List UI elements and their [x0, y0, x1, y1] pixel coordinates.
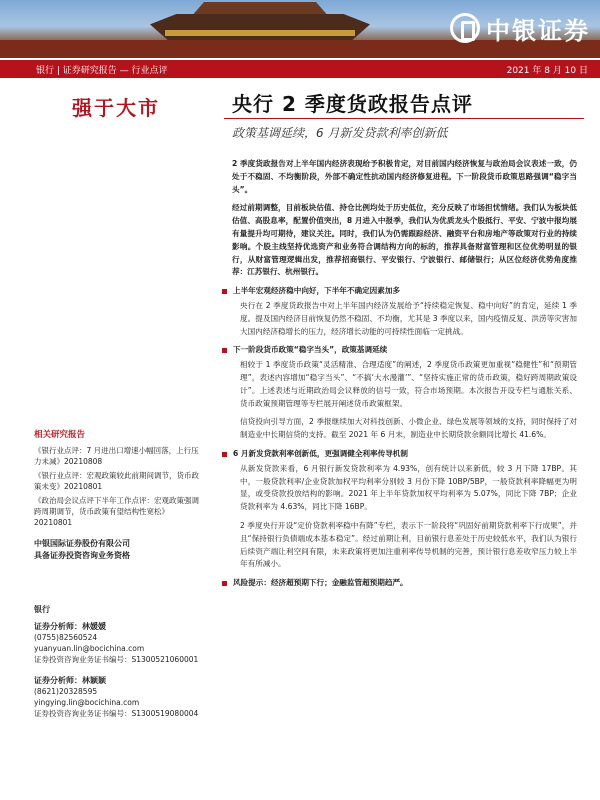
report-body	[232, 158, 577, 592]
bullet-square-icon	[222, 452, 227, 457]
industry-rating: 强于大市	[72, 96, 160, 120]
bullet-square-icon	[222, 289, 227, 294]
analyst-phone: (8621)20328595	[34, 687, 98, 696]
body-paragraph: 央行在 2 季度货政报告中对上半年国内经济发展给予“持续稳定恢复、稳中向好”的肯定，延续 1 季度。提及国内经济目前恢复仍然不稳固、不均衡，尤其是 3 季度以来，国内疫情反复、洪涝等灾害加大国内经济稳增长的压力，经济增长动能的可持续性面临一定挑战。	[240, 300, 577, 336]
related-report-item: 《银行业点评：7 月进出口增速小幅回落，上行压力未减》20210808	[34, 446, 199, 466]
risk-warning: 风险提示：经济超预期下行；金融监管超预期趋严。	[222, 577, 577, 590]
analyst-block	[34, 604, 199, 719]
related-reports-title: 相关研究报告	[34, 430, 86, 440]
sector-label: 银行	[34, 605, 50, 614]
title-divider	[224, 118, 584, 119]
header-banner	[0, 0, 600, 58]
bullet-square-icon	[222, 348, 227, 353]
related-report-item: 《政治局会议点评下半年工作点评：宏观政策强调跨周期调节，货币政策有望结构性宽松》20210801	[34, 496, 199, 527]
report-title: 央行 2 季度货政报告点评	[232, 92, 473, 116]
body-paragraph: 从新发贷款来看，6 月银行新发贷款利率为 4.93%，创有统计以来新低，较 3 月下降 17BP。其中，一般贷款利率/企业贷款加权平均利率分别较 3 月份下降 10BP/5BP，一般贷款利率降幅更为明显，或受贷款投放结构的影响。2021 年上半年贷款加权平均利率为 5.07%，同比下降 7BP；企业贷款利率为 4.63%，同比下降 16BP。	[240, 463, 577, 512]
banner-roof	[150, 14, 370, 40]
analyst-name: 证券分析师：林媛媛	[34, 622, 106, 631]
logo-text: 中银证券	[486, 16, 590, 45]
company-logo	[450, 8, 590, 48]
report-subtitle: 政策基调延续，6 月新发贷款利率创新低	[232, 126, 448, 140]
report-category: 银行 | 证券研究报告 — 行业点评	[36, 65, 168, 76]
analyst-phone: (0755)82560524	[34, 633, 98, 642]
analyst-email: yingying.lin@bocichina.com	[34, 698, 140, 707]
analyst-email: yuanyuan.lin@bocichina.com	[34, 644, 145, 653]
company-info	[34, 538, 199, 562]
banner-eave	[165, 30, 355, 36]
report-date: 2021 年 8 月 10 日	[506, 65, 588, 76]
section-heading: 下一阶段货币政策“稳字当头”，政策基调延续	[222, 344, 577, 357]
analyst-cert: 证券投资咨询业务证书编号：S1300521060001	[34, 655, 199, 664]
related-reports	[34, 430, 199, 531]
section-heading: 上半年宏观经济稳中向好，下半年不确定因素加多	[222, 285, 577, 298]
section-heading: 6 月新发贷款利率创新低，更强调健全利率传导机制	[222, 448, 577, 461]
analyst-name: 证券分析师：林颖颖	[34, 676, 106, 685]
bullet-square-icon	[222, 581, 227, 586]
summary-paragraph: 2 季度货政报告对上半年国内经济表现给予积极肯定，对目前国内经济恢复与政治局会议表述一致，仍处于不稳固、不均衡阶段，外部不确定性抗动国内经济修复进程。下一阶段货币政策思路强调“稳字当头”。	[232, 159, 577, 194]
analyst-cert: 证券投资咨询业务证书编号：S1300519080004	[34, 709, 199, 718]
related-report-item: 《银行业点评：宏观政策较此前期间调节，货币政策未变》20210801	[34, 471, 199, 491]
body-paragraph: 2 季度央行开设“定价贷款利率稳中有降”专栏，表示下一阶段将“巩固好前期贷款利率下行成果”，并且“保持银行负债端成本基本稳定”。经过前期让利，目前银行息差处于历史较低水平，我们认为银行后续资产端让利空间有限，未来政策将更加注重利率传导机制的完善，预计银行息差收窄压力较上半年有所减小。	[240, 520, 577, 569]
company-qualification: 具备证券投资咨询业务资格	[34, 551, 130, 560]
boc-logo-icon	[450, 13, 480, 43]
company-name: 中银国际证券股份有限公司	[34, 539, 130, 548]
report-meta-bar	[0, 60, 600, 78]
body-paragraph: 信贷投向引导方面，2 季报继续加大对科技创新、小微企业、绿色发展等领域的支持，同时保持了对制造业中长期信贷的支持。截至 2021 年 6 月末，制造业中长期贷款余额同比增长 41.6%。	[240, 417, 577, 440]
investment-paragraph: 经过前期调整，目前板块估值、持仓比例均处于历史低位，充分反映了市场担忧情绪。我们认为板块低估值、高股息率，配置价值突出，8 月进入中报季，我们认为优质龙头个股抵行、平安、宁波中报均展有量提升均可期待，建议关注。同时，我们认为仍需跟踪经济、融资平台和房地产等政策对行业的持续影响。个股主线坚持优选资产和业务符合调结构方向的标的，推荐具备财富管理和区位优势明显的银行，从财富管理逻辑出发，推荐招商银行、平安银行、宁波银行、邮储银行；从区位经济优势角度推荐：江苏银行、杭州银行。	[232, 203, 577, 277]
body-paragraph: 相较于 1 季度货币政策“灵活精准、合理适度”的阐述，2 季度货币政策更加重视“稳健性”和“预期管理”，表述内容增加“稳字当头”、“不搞‘大水漫灌’”、“坚持实施正常的货币政策，稳好跨周期政策设计”。上述表述与近期政治局会议释放的信号一致，符合市场预期。本次报告开设专栏与通胀关系、货币政策预期管理等专栏展开阐述货币政策框架。	[240, 360, 577, 408]
